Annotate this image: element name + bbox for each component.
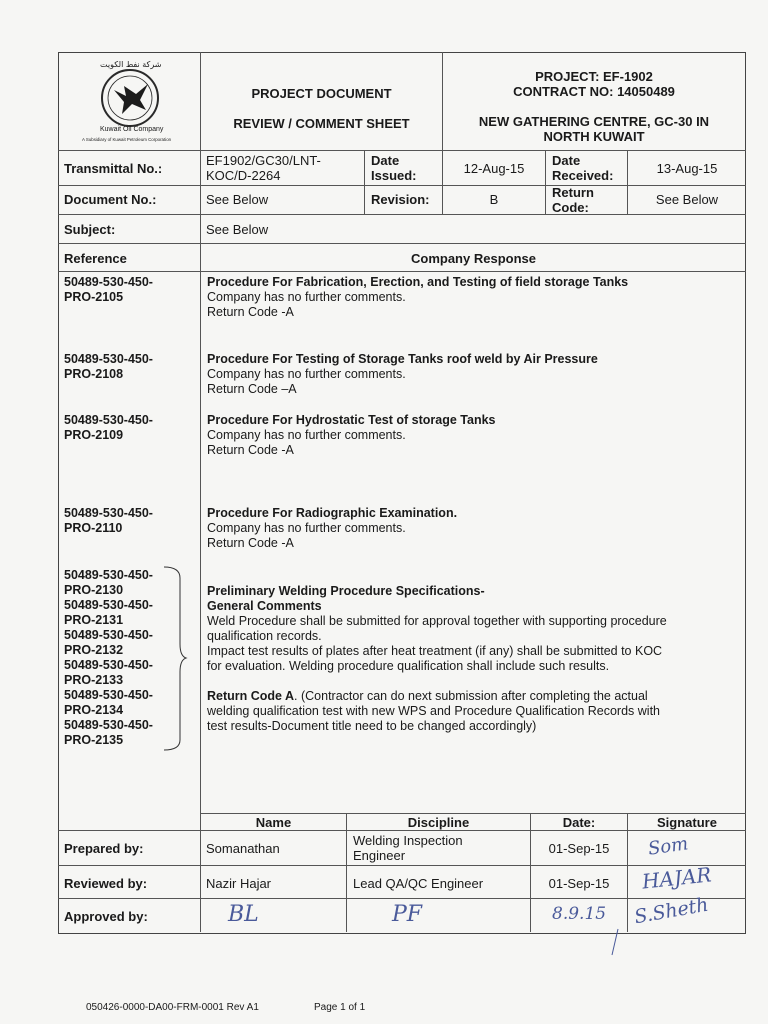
return-code-label-line1: Return xyxy=(552,185,594,200)
approved-name-handwritten: BL xyxy=(228,902,259,927)
reference-code: PRO-2105 xyxy=(64,290,124,304)
grouping-brace-icon xyxy=(160,564,190,754)
response-comment: Company has no further comments. xyxy=(207,367,406,381)
group-response-text: for evaluation. Welding procedure qualification shall include such results. xyxy=(207,659,610,673)
response-title: Procedure For Hydrostatic Test of storage Tanks xyxy=(207,413,496,427)
reference-number: 50489-530-450- xyxy=(64,352,153,366)
group-response xyxy=(207,584,737,734)
reference-number: 50489-530-450- xyxy=(64,413,153,427)
subject-label: Subject: xyxy=(64,222,116,237)
reference-entry xyxy=(64,413,194,443)
reference-entry xyxy=(64,275,194,305)
revision-value: B xyxy=(489,192,499,207)
response-entry xyxy=(207,413,737,458)
response-title: Procedure For Testing of Storage Tanks roof weld by Air Pressure xyxy=(207,352,598,366)
company-logo xyxy=(80,60,180,148)
date-received-value: 13-Aug-15 xyxy=(656,161,718,176)
approved-discipline-handwritten: PF xyxy=(392,902,423,927)
kuwait-oil-bird-emblem-icon xyxy=(80,60,180,148)
reference-code: PRO-2108 xyxy=(64,367,124,381)
reference-code: PRO-2131 xyxy=(64,613,124,627)
response-return-code: Return Code -A xyxy=(207,305,294,319)
group-return-code-line xyxy=(207,689,737,704)
response-entry xyxy=(207,275,737,320)
project-name-line1: NEW GATHERING CENTRE, GC-30 IN xyxy=(478,114,710,129)
reference-column-header: Reference xyxy=(64,251,127,266)
prepared-discipline-line1: Welding Inspection xyxy=(353,833,463,848)
date-issued-value: 12-Aug-15 xyxy=(463,161,525,176)
signature-tail-icon xyxy=(600,925,640,965)
date-column-header: Date: xyxy=(562,815,596,830)
transmittal-value-line1: EF1902/GC30/LNT- xyxy=(206,153,321,168)
reviewed-date: 01-Sep-15 xyxy=(548,876,610,891)
transmittal-label: Transmittal No.: xyxy=(64,161,163,176)
discipline-column-header: Discipline xyxy=(407,815,470,830)
response-title: Procedure For Fabrication, Erection, and Testing of field storage Tanks xyxy=(207,275,629,289)
reference-code: PRO-2132 xyxy=(64,643,124,657)
doc-subtitle: REVIEW / COMMENT SHEET xyxy=(233,116,410,131)
reference-code: PRO-2110 xyxy=(64,521,123,535)
prepared-signature: Som xyxy=(646,833,690,860)
return-code-value: See Below xyxy=(655,192,719,207)
group-response-title: Preliminary Welding Procedure Specifications- xyxy=(207,584,485,598)
response-entry xyxy=(207,352,737,397)
logo-english-name: Kuwait Oil Company xyxy=(100,126,164,133)
response-comment: Company has no further comments. xyxy=(207,290,406,304)
reference-number: 50489-530-450- xyxy=(64,506,153,520)
reference-number: 50489-530-450- xyxy=(64,568,153,582)
reference-code: PRO-2109 xyxy=(64,428,124,442)
response-comment: Company has no further comments. xyxy=(207,428,406,442)
project-name-line2: NORTH KUWAIT xyxy=(543,129,645,144)
approved-date-handwritten: 8.9.15 xyxy=(552,904,607,924)
response-title: Procedure For Radiographic Examination. xyxy=(207,506,458,520)
approved-by-label: Approved by: xyxy=(64,909,148,924)
return-code-label-line2: Code: xyxy=(552,200,589,215)
response-return-code: Return Code –A xyxy=(207,382,297,396)
document-label: Document No.: xyxy=(64,192,157,207)
form-code: 050426-0000-DA00-FRM-0001 Rev A1 xyxy=(86,1002,259,1013)
group-response-text: qualification records. xyxy=(207,629,322,643)
group-response-text: test results-Document title need to be changed accordingly) xyxy=(207,719,537,733)
reviewed-signature: HAJAR xyxy=(640,862,713,894)
project-number: PROJECT: EF-1902 xyxy=(535,69,653,84)
response-column-header: Company Response xyxy=(411,251,536,266)
prepared-date: 01-Sep-15 xyxy=(548,841,610,856)
revision-label: Revision: xyxy=(371,192,430,207)
reference-number: 50489-530-450- xyxy=(64,658,153,672)
signature-column-header: Signature xyxy=(657,815,717,830)
logo-tagline: A Subsidiary of Kuwait Petroleum Corporation xyxy=(82,137,172,142)
group-response-text: welding qualification test with new WPS and Procedure Qualification Records with xyxy=(207,704,661,718)
reference-code: PRO-2130 xyxy=(64,583,124,597)
reference-number: 50489-530-450- xyxy=(64,688,153,702)
prepared-name: Somanathan xyxy=(206,841,280,856)
date-received-label-line1: Date xyxy=(552,153,581,168)
reviewed-discipline: Lead QA/QC Engineer xyxy=(353,876,484,891)
logo-arabic-name: شركة نفط الكويت xyxy=(100,60,162,69)
page-number: Page 1 of 1 xyxy=(314,1002,366,1013)
reference-number: 50489-530-450- xyxy=(64,598,153,612)
group-response-subtitle: General Comments xyxy=(207,599,322,613)
name-column-header: Name xyxy=(255,815,292,830)
prepared-by-label: Prepared by: xyxy=(64,841,144,856)
transmittal-value-line2: KOC/D-2264 xyxy=(206,168,281,183)
response-return-code: Return Code -A xyxy=(207,536,294,550)
date-received-label-line2: Received: xyxy=(552,168,614,183)
reference-code: PRO-2135 xyxy=(64,733,124,747)
reviewed-name: Nazir Hajar xyxy=(206,876,272,891)
approved-signature: S.Sheth xyxy=(632,893,711,929)
contract-number: CONTRACT NO: 14050489 xyxy=(513,84,675,99)
group-return-code: Return Code A xyxy=(207,689,295,703)
reference-number: 50489-530-450- xyxy=(64,628,153,642)
reference-code: PRO-2134 xyxy=(64,703,124,717)
reviewed-by-label: Reviewed by: xyxy=(64,876,148,891)
reference-entry xyxy=(64,352,194,382)
prepared-discipline-line2: Engineer xyxy=(353,848,406,863)
reference-number: 50489-530-450- xyxy=(64,275,153,289)
group-return-code-note: . (Contractor can do next submission after completing the actual xyxy=(294,689,648,703)
response-return-code: Return Code -A xyxy=(207,443,294,457)
response-comment: Company has no further comments. xyxy=(207,521,406,535)
group-response-text: Impact test results of plates after heat treatment (if any) shall be submitted to KOC xyxy=(207,644,663,658)
doc-title: PROJECT DOCUMENT xyxy=(251,86,392,101)
response-entry xyxy=(207,506,737,551)
reference-entry xyxy=(64,506,194,536)
reference-code: PRO-2133 xyxy=(64,673,124,687)
date-issued-label-line1: Date xyxy=(371,153,400,168)
reference-number: 50489-530-450- xyxy=(64,718,153,732)
group-response-text: Weld Procedure shall be submitted for approval together with supporting procedure xyxy=(207,614,667,628)
document-value: See Below xyxy=(206,192,269,207)
date-issued-label-line2: Issued: xyxy=(371,168,417,183)
subject-value: See Below xyxy=(206,222,269,237)
